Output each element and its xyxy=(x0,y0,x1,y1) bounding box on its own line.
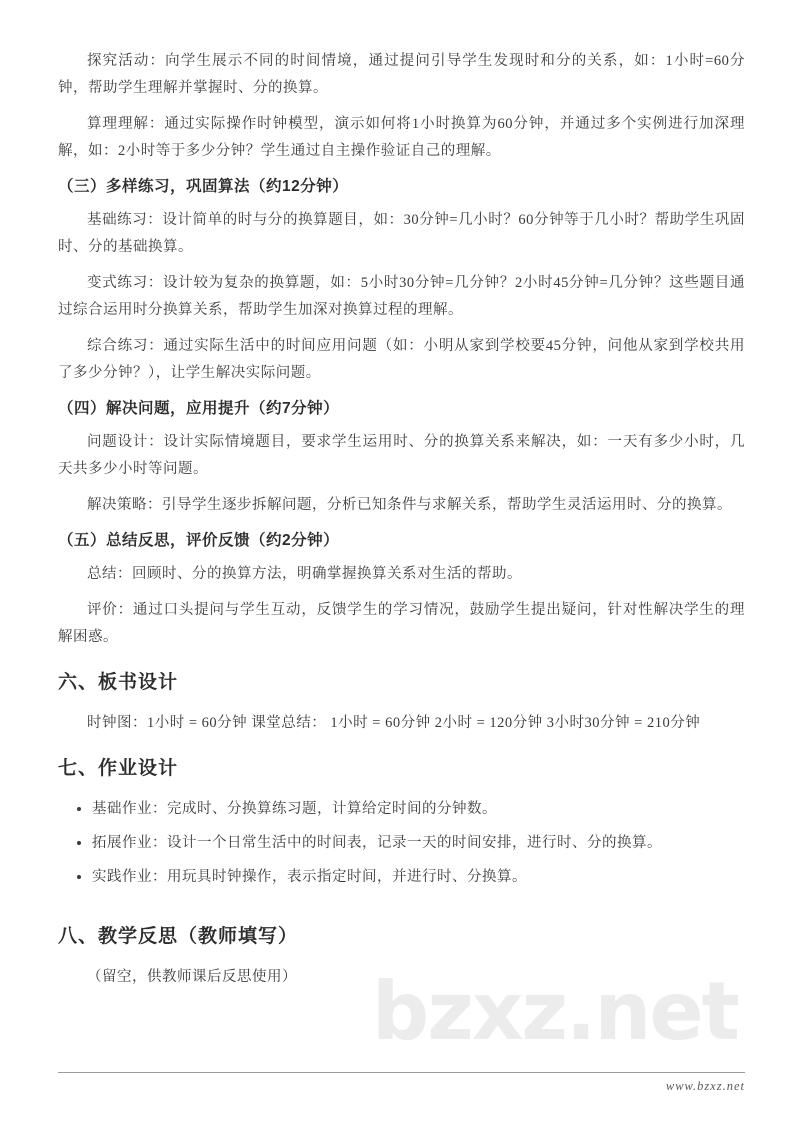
homework-item-basic: • 基础作业：完成时、分换算练习题，计算给定时间的分钟数。 xyxy=(92,796,745,823)
footer-divider xyxy=(58,1072,745,1073)
footer-url: www.bzxz.net xyxy=(665,1079,745,1093)
paragraph-summary: 总结：回顾时、分的换算方法，明确掌握换算关系对生活的帮助。 xyxy=(87,566,522,582)
heading-teaching-reflection: 八、教学反思（教师填写） xyxy=(58,926,299,947)
document-content xyxy=(58,48,745,1000)
paragraph-comprehensive-practice: 综合练习：通过实际生活中的时间应用问题（如：小明从家到学校要45分钟，问他从家到学校共用了多少分钟？），让学生解决实际问题。 xyxy=(58,338,745,381)
paragraph-problem-design: 问题设计：设计实际情境题目，要求学生运用时、分的换算关系来解决，如：一天有多少小时，几天共多少小时等问题。 xyxy=(58,434,745,477)
paragraph-solving-strategy: 解决策略：引导学生逐步拆解问题，分析已知条件与求解关系，帮助学生灵活运用时、分的换算。 xyxy=(87,497,732,513)
paragraph-explore-activity: 探究活动：向学生展示不同的时间情境，通过提问引导学生发现时和分的关系，如：1小时=60分钟，帮助学生理解并掌握时、分的换算。 xyxy=(58,53,745,96)
homework-list xyxy=(58,796,745,891)
homework-item-practical: • 实践作业：用玩具时钟操作，表示指定时间，并进行时、分换算。 xyxy=(92,864,745,891)
section-heading-problem-solving: （四）解决问题，应用提升（约7分钟） xyxy=(58,400,340,417)
heading-homework-design: 七、作业设计 xyxy=(58,758,179,779)
paragraph-board-design: 时钟图：1小时 = 60分钟 课堂总结： 1小时 = 60分钟 2小时 = 120分钟 3小时30分钟 = 210分钟 xyxy=(87,715,701,731)
watermark-text: bzxz.net xyxy=(372,965,738,1058)
section-heading-practice: （三）多样练习，巩固算法（约12分钟） xyxy=(58,178,349,195)
paragraph-reflection-note: （留空，供教师课后反思使用） xyxy=(87,969,297,985)
paragraph-arithmetic-understanding: 算理理解：通过实际操作时钟模型，演示如何将1小时换算为60分钟，并通过多个实例进行加深理解，如：2小时等于多少分钟？学生通过自主操作验证自己的理解。 xyxy=(58,116,745,159)
section-heading-summary-feedback: （五）总结反思，评价反馈（约2分钟） xyxy=(58,532,340,549)
paragraph-variant-practice: 变式练习：设计较为复杂的换算题，如：5小时30分钟=几分钟？2小时45分钟=几分钟？这些题目通过综合运用时分换算关系，帮助学生加深对换算过程的理解。 xyxy=(58,275,745,318)
homework-item-extension: • 拓展作业：设计一个日常生活中的时间表，记录一天的时间安排，进行时、分的换算。 xyxy=(92,830,745,857)
heading-board-design: 六、板书设计 xyxy=(58,672,179,693)
paragraph-basic-practice: 基础练习：设计简单的时与分的换算题目，如：30分钟=几小时？60分钟等于几小时？帮助学生巩固时、分的基础换算。 xyxy=(58,212,745,255)
paragraph-evaluation: 评价：通过口头提问与学生互动，反馈学生的学习情况，鼓励学生提出疑问，针对性解决学生的理解困惑。 xyxy=(58,602,745,645)
